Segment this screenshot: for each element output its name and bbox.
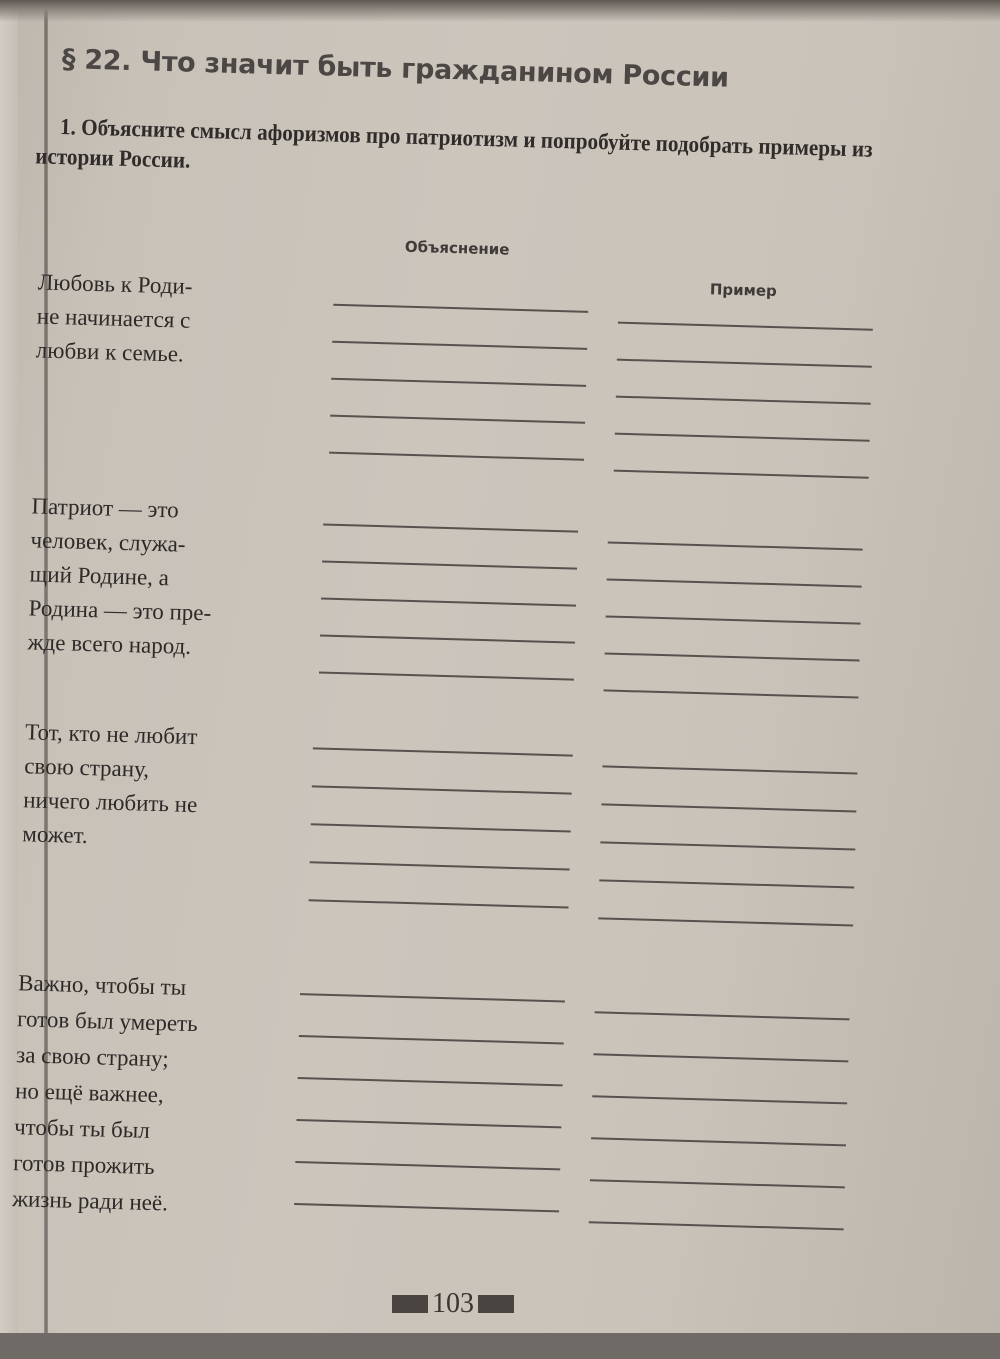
explanation-line[interactable]: [294, 1203, 559, 1212]
example-line[interactable]: [615, 433, 870, 442]
column-header-example: Пример: [709, 280, 778, 301]
example-line[interactable]: [605, 652, 860, 661]
aphorism-4: Важно, чтобы ты готов был умереть за свою страну; но ещё важнее, чтобы ты был готов прожить жизнь ради неё.: [11, 970, 199, 1216]
aphorism-3: Тот, кто не любит свою страну, ничего любить не может.: [22, 719, 198, 849]
task-instruction: 1. Объясните смысл афоризмов про патриотизм и попробуйте подобрать примеры из истории России.: [34, 114, 873, 173]
explanation-line[interactable]: [332, 341, 587, 350]
example-line[interactable]: [601, 803, 856, 812]
explanation-line[interactable]: [330, 415, 585, 424]
explanation-line[interactable]: [331, 378, 586, 387]
explanation-line[interactable]: [322, 561, 577, 570]
example-line[interactable]: [589, 1221, 844, 1230]
example-line[interactable]: [595, 1011, 850, 1020]
explanation-line[interactable]: [323, 524, 578, 533]
example-line[interactable]: [598, 917, 853, 926]
example-line[interactable]: [606, 615, 861, 624]
explanation-line[interactable]: [319, 671, 574, 680]
example-line[interactable]: [616, 396, 871, 405]
explanation-line[interactable]: [300, 993, 565, 1002]
explanation-line[interactable]: [309, 899, 569, 908]
example-line[interactable]: [602, 765, 857, 774]
explanation-line[interactable]: [329, 452, 584, 461]
explanation-line[interactable]: [321, 597, 576, 606]
explanation-line[interactable]: [298, 1077, 563, 1086]
column-header-explanation: Объяснение: [404, 237, 510, 259]
explanation-line[interactable]: [311, 823, 571, 832]
page-number: 103: [432, 1288, 474, 1319]
example-line[interactable]: [608, 541, 863, 550]
footer-bar-left: [392, 1295, 428, 1313]
example-line[interactable]: [604, 689, 859, 698]
explanation-line[interactable]: [320, 634, 575, 643]
example-line[interactable]: [617, 359, 872, 368]
example-line[interactable]: [599, 879, 854, 888]
example-line[interactable]: [592, 1095, 847, 1104]
page-footer: [392, 1290, 514, 1318]
example-line[interactable]: [590, 1179, 845, 1188]
explanation-line[interactable]: [295, 1161, 560, 1170]
aphorism-2: Патриот — это человек, служа- щий Родине, а Родина — это пре- жде всего народ.: [27, 493, 212, 659]
explanation-line[interactable]: [299, 1035, 564, 1044]
example-line[interactable]: [593, 1053, 848, 1062]
example-line[interactable]: [607, 578, 862, 587]
example-line[interactable]: [591, 1137, 846, 1146]
section-title: § 22. Что значит быть гражданином России: [61, 44, 730, 94]
example-line[interactable]: [618, 322, 873, 331]
explanation-line[interactable]: [310, 861, 570, 870]
explanation-line[interactable]: [333, 304, 588, 313]
footer-bar-right: [478, 1295, 514, 1313]
aphorism-1: Любовь к Роди- не начинается с любви к семье.: [35, 269, 193, 367]
explanation-line[interactable]: [296, 1119, 561, 1128]
explanation-line[interactable]: [313, 747, 573, 756]
example-line[interactable]: [614, 470, 869, 479]
example-line[interactable]: [600, 841, 855, 850]
explanation-line[interactable]: [312, 785, 572, 794]
